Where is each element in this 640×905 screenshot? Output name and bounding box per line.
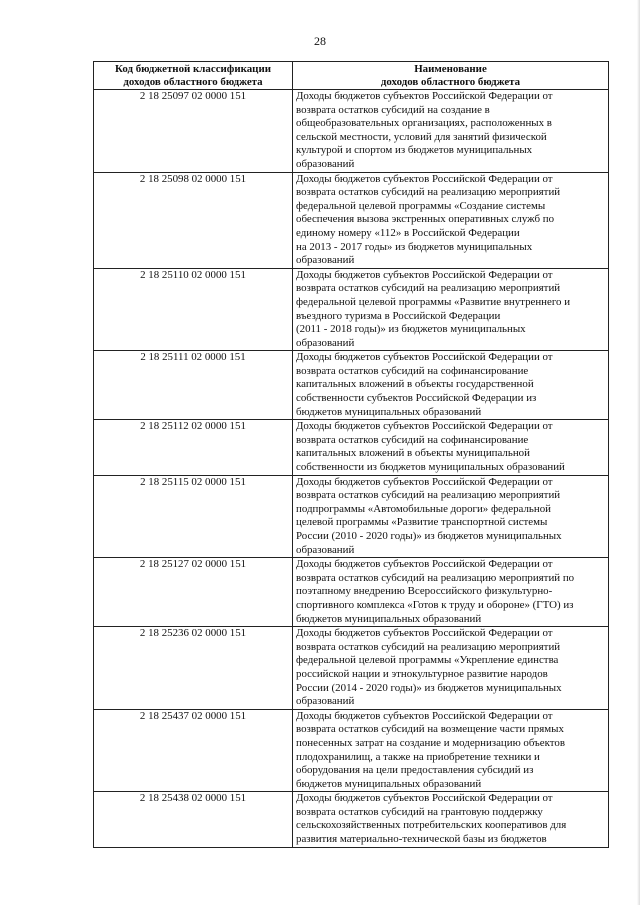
- revenue-name-line: возврата остатков субсидий на создание в: [296, 103, 490, 116]
- revenue-name-cell: [293, 268, 609, 351]
- revenue-name-line: Доходы бюджетов субъектов Российской Федерации от: [296, 792, 553, 805]
- revenue-name-line: возврата остатков субсидий на грантовую поддержку: [296, 805, 543, 818]
- revenue-name-line: понесенных затрат на создание и модернизацию объектов: [296, 736, 565, 749]
- revenue-name-line: въездного туризма в Российской Федерации: [296, 309, 501, 322]
- revenue-name-cell: [293, 558, 609, 627]
- revenue-name-line: единому номеру «112» в Российской Федерации: [296, 226, 520, 239]
- revenue-name-cell: [293, 792, 609, 847]
- revenue-code-cell: 2 18 25236 02 0000 151: [94, 627, 293, 710]
- revenue-name-line: бюджетов муниципальных образований: [296, 405, 482, 418]
- revenue-classification-table: [93, 61, 609, 848]
- revenue-name-line: плодохранилищ, а также на приобретение техники и: [296, 750, 540, 763]
- revenue-name-line: поэтапному внедрению Всероссийского физкультурно-: [296, 585, 553, 598]
- revenue-name-line: возврата остатков субсидий на софинансирование: [296, 433, 529, 446]
- revenue-name-line: возврата остатков субсидий на реализацию мероприятий по: [296, 571, 575, 584]
- revenue-name-line: возврата остатков субсидий на реализацию мероприятий: [296, 186, 561, 199]
- revenue-name-line: сельскохозяйственных потребительских кооперативов для: [296, 819, 567, 832]
- table-row: [94, 558, 609, 627]
- revenue-name-line: возврата остатков субсидий на софинансирование: [296, 364, 529, 377]
- revenue-name-line: капитальных вложений в объекты муниципальной: [296, 447, 530, 460]
- revenue-name-line: целевой программы «Развитие транспортной системы: [296, 516, 548, 529]
- revenue-name-line: (2011 - 2018 годы)» из бюджетов муниципальных: [296, 323, 526, 336]
- revenue-name-line: федеральной целевой программы «Развитие внутреннего и: [296, 295, 571, 308]
- revenue-name-line: собственности субъектов Российской Федерации из: [296, 392, 537, 405]
- revenue-name-line: на 2013 - 2017 годы» из бюджетов муниципальных: [296, 240, 533, 253]
- revenue-name-line: Доходы бюджетов субъектов Российской Федерации от: [296, 420, 553, 433]
- revenue-code-cell: 2 18 25110 02 0000 151: [94, 268, 293, 351]
- revenue-name-line: Доходы бюджетов субъектов Российской Федерации от: [296, 351, 553, 364]
- revenue-name-line: России (2014 - 2020 годы)» из бюджетов муниципальных: [296, 681, 562, 694]
- table-row: [94, 351, 609, 420]
- header-name-line-2: доходов областного бюджета: [380, 76, 521, 88]
- revenue-name-cell: [293, 420, 609, 475]
- revenue-name-line: Доходы бюджетов субъектов Российской Федерации от: [296, 558, 553, 571]
- table-row: [94, 268, 609, 351]
- revenue-name-line: возврата остатков субсидий на возмещение части прямых: [296, 723, 564, 736]
- table-row: [94, 90, 609, 173]
- revenue-name-line: Доходы бюджетов субъектов Российской Федерации от: [296, 268, 553, 281]
- revenue-name-line: возврата остатков субсидий на реализацию мероприятий: [296, 640, 561, 653]
- revenue-name-line: бюджетов муниципальных образований: [296, 612, 482, 625]
- table-row: [94, 420, 609, 475]
- revenue-name-line: российской нации и этнокультурное развитие народов: [296, 667, 548, 680]
- revenue-name-line: образований: [296, 157, 355, 170]
- revenue-name-line: Доходы бюджетов субъектов Российской Федерации от: [296, 172, 553, 185]
- revenue-name-line: образований: [296, 543, 355, 556]
- revenue-code-cell: 2 18 25438 02 0000 151: [94, 792, 293, 847]
- revenue-name-line: образований: [296, 254, 355, 267]
- revenue-name-line: Доходы бюджетов субъектов Российской Федерации от: [296, 475, 553, 488]
- revenue-name-line: общеобразовательных организациях, расположенных в: [296, 117, 552, 130]
- table-header-row: [94, 62, 609, 90]
- table-row: [94, 172, 609, 268]
- header-code: [94, 62, 293, 90]
- revenue-name-line: возврата остатков субсидий на реализацию мероприятий: [296, 489, 561, 502]
- revenue-name-line: образований: [296, 336, 355, 349]
- header-name: [293, 62, 609, 90]
- revenue-name-line: федеральной целевой программы «Укрепление единства: [296, 654, 559, 667]
- header-name-line-1: Наименование: [414, 63, 487, 75]
- revenue-name-cell: [293, 475, 609, 558]
- revenue-code-cell: 2 18 25098 02 0000 151: [94, 172, 293, 268]
- revenue-name-line: оборудования на цели предоставления субсидий из: [296, 764, 534, 777]
- revenue-name-line: спортивного комплекса «Готов к труду и обороне» (ГТО) из: [296, 598, 574, 611]
- revenue-code-cell: 2 18 25097 02 0000 151: [94, 90, 293, 173]
- revenue-name-line: сельской местности, условий для занятий физической: [296, 130, 547, 143]
- table-row: [94, 627, 609, 710]
- revenue-name-line: Доходы бюджетов субъектов Российской Федерации от: [296, 90, 553, 102]
- revenue-code-cell: 2 18 25127 02 0000 151: [94, 558, 293, 627]
- revenue-name-line: Доходы бюджетов субъектов Российской Федерации от: [296, 627, 553, 640]
- revenue-name-cell: [293, 172, 609, 268]
- revenue-name-line: развития материально-технической базы из бюджетов: [296, 833, 547, 846]
- revenue-name-line: капитальных вложений в объекты государственной: [296, 378, 534, 391]
- revenue-name-line: подпрограммы «Автомобильные дороги» федеральной: [296, 502, 551, 515]
- revenue-name-line: образований: [296, 695, 355, 708]
- revenue-code-cell: 2 18 25437 02 0000 151: [94, 709, 293, 792]
- revenue-code-cell: 2 18 25115 02 0000 151: [94, 475, 293, 558]
- revenue-name-cell: [293, 351, 609, 420]
- header-code-line-2: доходов областного бюджета: [123, 76, 263, 88]
- revenue-name-line: бюджетов муниципальных образований: [296, 777, 482, 790]
- revenue-name-line: обеспечения вызова экстренных оперативных служб по: [296, 213, 555, 226]
- revenue-name-line: возврата остатков субсидий на реализацию мероприятий: [296, 282, 561, 295]
- revenue-name-line: собственности из бюджетов муниципальных образований: [296, 461, 565, 474]
- table-row: [94, 709, 609, 792]
- revenue-code-cell: 2 18 25112 02 0000 151: [94, 420, 293, 475]
- revenue-name-line: России (2010 - 2020 годы)» из бюджетов муниципальных: [296, 530, 562, 542]
- table-row: [94, 792, 609, 847]
- revenue-name-line: Доходы бюджетов субъектов Российской Федерации от: [296, 709, 553, 722]
- revenue-name-cell: [293, 90, 609, 173]
- revenue-name-cell: [293, 627, 609, 710]
- header-code-line-1: Код бюджетной классификации: [115, 63, 271, 75]
- revenue-code-cell: 2 18 25111 02 0000 151: [94, 351, 293, 420]
- revenue-name-cell: [293, 709, 609, 792]
- page-number: 28: [314, 34, 326, 48]
- revenue-name-line: федеральной целевой программы «Создание системы: [296, 199, 546, 212]
- table-row: [94, 475, 609, 558]
- revenue-name-line: культурой и спортом из бюджетов муниципальных: [296, 144, 533, 157]
